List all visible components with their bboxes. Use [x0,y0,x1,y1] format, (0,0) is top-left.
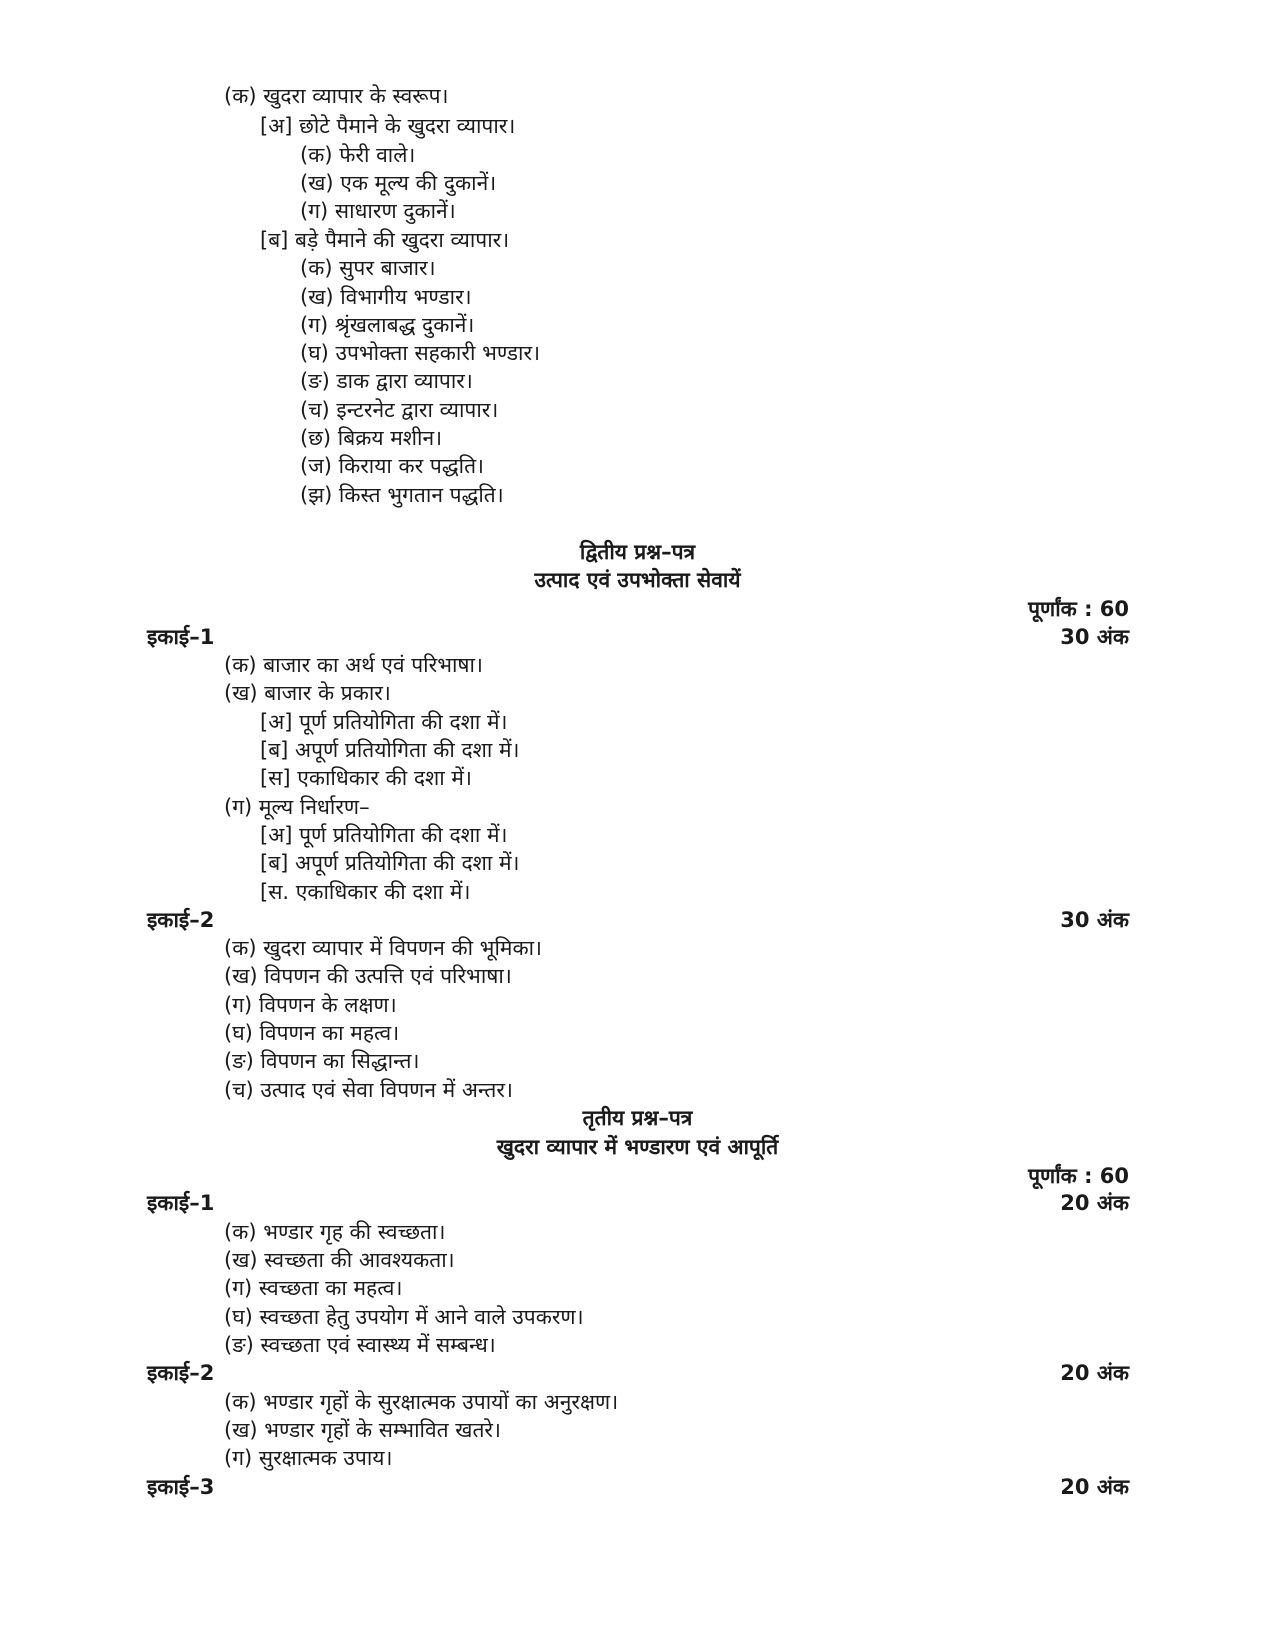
paper2-unit1-label: इकाई–1 [147,625,215,649]
list-item: [अ] पूर्ण प्रतियोगिता की दशा में। [260,823,508,847]
paper2-unit2-marks: 30 अंक [1060,908,1129,932]
list-item: (ख) बाजार के प्रकार। [224,681,391,705]
list-item: (क) भण्डार गृहों के सुरक्षात्मक उपायों का अनुरक्षण। [224,1390,619,1414]
paper2-subtitle: उत्पाद एवं उपभोक्ता सेवायें [534,568,741,592]
list-item: (ख) एक मूल्य की दुकानें। [300,171,497,195]
list-item: (क) फेरी वाले। [300,143,416,167]
list-item: (ग) स्वच्छता का महत्व। [224,1276,403,1300]
list-item: (च) इन्टरनेट द्वारा व्यापार। [300,398,499,422]
list-item: (च) उत्पाद एवं सेवा विपणन में अन्तर। [224,1078,513,1102]
list-item: (ख) विपणन की उत्पत्ति एवं परिभाषा। [224,964,512,988]
paper3-subtitle: खुदरा व्यापार में भण्डारण एवं आपूर्ति [496,1135,779,1159]
paper2-unit1-marks: 30 अंक [1060,625,1129,649]
list-item: (छ) बिक्रय मशीन। [300,426,443,450]
paper3-unit1-label: इकाई–1 [147,1191,215,1215]
list-item: (ङ) विपणन का सिद्धान्त। [224,1049,420,1073]
paper3-total-marks: पूर्णांक : 60 [1028,1164,1129,1188]
retail-forms-heading: (क) खुदरा व्यापार के स्वरूप। [224,84,449,108]
list-item: [अ] पूर्ण प्रतियोगिता की दशा में। [260,710,508,734]
list-item: [स] एकाधिकार की दशा में। [260,766,472,790]
list-item: (ख) स्वच्छता की आवश्यकता। [224,1248,455,1272]
list-item: (झ) किस्त भुगतान पद्धति। [300,483,504,507]
paper3-unit2-label: इकाई–2 [147,1361,215,1385]
list-item: (ज) किराया कर पद्धति। [300,454,484,478]
list-item: (ग) साधारण दुकानें। [300,199,456,223]
list-item: [ब] अपूर्ण प्रतियोगिता की दशा में। [260,851,520,875]
list-item: (घ) उपभोक्ता सहकारी भण्डार। [300,341,541,365]
list-item: [ब] अपूर्ण प्रतियोगिता की दशा में। [260,738,520,762]
list-item: (क) खुदरा व्यापार में विपणन की भूमिका। [224,936,542,960]
list-item: [स. एकाधिकार की दशा में। [260,880,471,904]
paper3-unit1-marks: 20 अंक [1060,1191,1129,1215]
paper3-unit3-marks: 20 अंक [1060,1475,1129,1499]
paper2-unit2-label: इकाई–2 [147,908,215,932]
list-item: (ग) मूल्य निर्धारण– [224,795,370,819]
list-item: (क) बाजार का अर्थ एवं परिभाषा। [224,653,483,677]
large-scale-label: [ब] बड़े पैमाने की खुदरा व्यापार। [260,228,510,252]
paper2-total-marks: पूर्णांक : 60 [1028,597,1129,621]
small-scale-label: [अ] छोटे पैमाने के खुदरा व्यापार। [260,114,516,138]
list-item: (ग) श्रृंखलाबद्ध दुकानें। [300,313,475,337]
paper2-title: द्वितीय प्रश्न–पत्र [579,540,696,564]
list-item: (घ) स्वच्छता हेतु उपयोग में आने वाले उपकरण। [224,1305,584,1329]
list-item: (घ) विपणन का महत्व। [224,1021,400,1045]
list-item: (ग) सुरक्षात्मक उपाय। [224,1446,393,1470]
list-item: (ङ) डाक द्वारा व्यापार। [300,369,473,393]
list-item: (क) भण्डार गृह की स्वच्छता। [224,1220,446,1244]
list-item: (ङ) स्वच्छता एवं स्वास्थ्य में सम्बन्ध। [224,1333,496,1357]
paper3-unit3-label: इकाई–3 [147,1475,215,1499]
list-item: (ग) विपणन के लक्षण। [224,993,397,1017]
paper3-unit2-marks: 20 अंक [1060,1361,1129,1385]
list-item: (ख) विभागीय भण्डार। [300,285,472,309]
paper3-title: तृतीय प्रश्न–पत्र [582,1106,693,1130]
list-item: (ख) भण्डार गृहों के सम्भावित खतरे। [224,1418,501,1442]
list-item: (क) सुपर बाजार। [300,256,436,280]
